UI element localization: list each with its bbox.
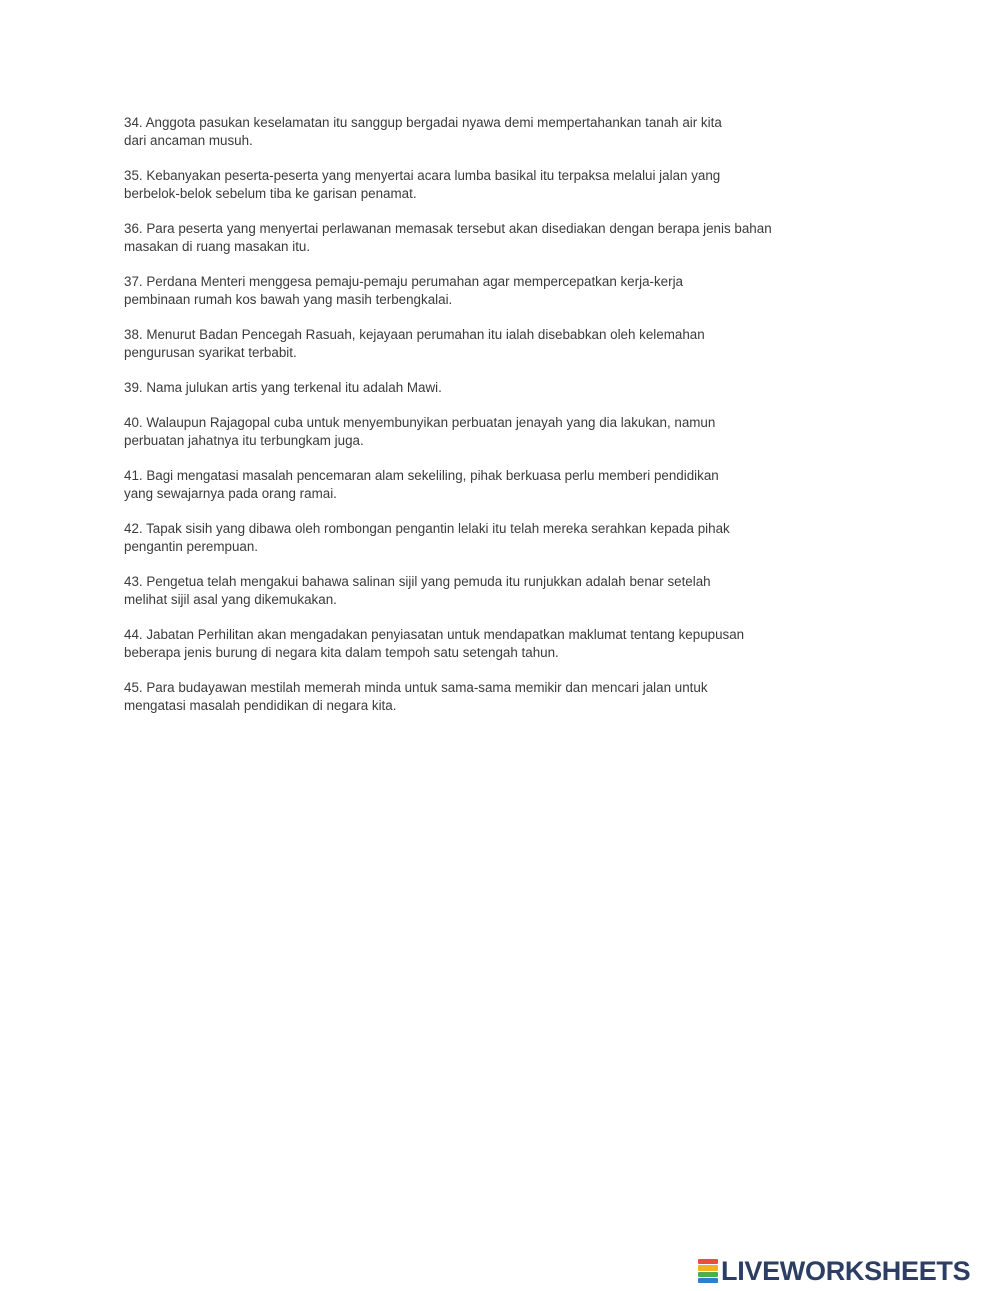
item-text-line-2: pembinaan rumah kos bawah yang masih terbengkalai. (124, 292, 453, 307)
list-item (124, 467, 884, 503)
item-text-line-2: perbuatan jahatnya itu terbungkam juga. (124, 433, 364, 448)
item-text-line-1: 43. Pengetua telah mengakui bahawa salinan sijil yang pemuda itu runjukkan adalah benar setelah (124, 574, 711, 589)
logo-block-i (698, 1265, 718, 1270)
list-item (124, 114, 884, 150)
liveworksheets-logo (698, 1258, 970, 1284)
list-item (124, 167, 884, 203)
logo-block-l (698, 1259, 718, 1264)
list-item (124, 379, 884, 397)
item-text-line-2: yang sewajarnya pada orang ramai. (124, 486, 337, 501)
list-item (124, 326, 884, 362)
question-list (124, 114, 884, 732)
item-text-line-1: 36. Para peserta yang menyertai perlawanan memasak tersebut akan disediakan dengan berapa jenis bahan (124, 221, 772, 236)
item-text-line-2: melihat sijil asal yang dikemukakan. (124, 592, 337, 607)
list-item (124, 414, 884, 450)
list-item (124, 679, 884, 715)
item-text-line-2: pengurusan syarikat terbabit. (124, 345, 297, 360)
item-text-line-2: pengantin perempuan. (124, 539, 259, 554)
item-text-line-2: beberapa jenis burung di negara kita dalam tempoh satu setengah tahun. (124, 645, 559, 660)
item-text-line-1: 37. Perdana Menteri menggesa pemaju-pemaju perumahan agar mempercepatkan kerja-kerja (124, 274, 683, 289)
liveworksheets-logo-icon (698, 1259, 718, 1283)
item-text-line-1: 34. Anggota pasukan keselamatan itu sanggup bergadai nyawa demi mempertahankan tanah air kita (124, 115, 722, 130)
item-text-line-1: 45. Para budayawan mestilah memerah minda untuk sama-sama memikir dan mencari jalan untuk (124, 680, 708, 695)
brand-wordmark: LIVEWORKSHEETS (721, 1256, 971, 1286)
list-item (124, 626, 884, 662)
list-item (124, 220, 884, 256)
item-text-line-2: mengatasi masalah pendidikan di negara kita. (124, 698, 397, 713)
item-text-line-2: berbelok-belok sebelum tiba ke garisan penamat. (124, 186, 417, 201)
item-text-line-1: 42. Tapak sisih yang dibawa oleh rombongan pengantin lelaki itu telah mereka serahkan kepada pihak (124, 521, 730, 536)
item-text-line-1: 41. Bagi mengatasi masalah pencemaran alam sekeliling, pihak berkuasa perlu memberi pendidikan (124, 468, 719, 483)
logo-block-v (698, 1272, 718, 1277)
item-text-line-2: dari ancaman musuh. (124, 133, 253, 148)
item-text-line-1: 35. Kebanyakan peserta-peserta yang menyertai acara lumba basikal itu terpaksa melalui jalan yang (124, 168, 721, 183)
list-item (124, 573, 884, 609)
item-text-line-2: masakan di ruang masakan itu. (124, 239, 311, 254)
item-text-line-1: 40. Walaupun Rajagopal cuba untuk menyembunyikan perbuatan jenayah yang dia lakukan, namun (124, 415, 716, 430)
item-text-line-1: 39. Nama julukan artis yang terkenal itu adalah Mawi. (124, 380, 442, 395)
list-item (124, 520, 884, 556)
item-text-line-1: 44. Jabatan Perhilitan akan mengadakan penyiasatan untuk mendapatkan maklumat tentang kepupusan (124, 627, 745, 642)
logo-block-e (698, 1278, 718, 1283)
item-text-line-1: 38. Menurut Badan Pencegah Rasuah, kejayaan perumahan itu ialah disebabkan oleh kelemahan (124, 327, 705, 342)
list-item (124, 273, 884, 309)
